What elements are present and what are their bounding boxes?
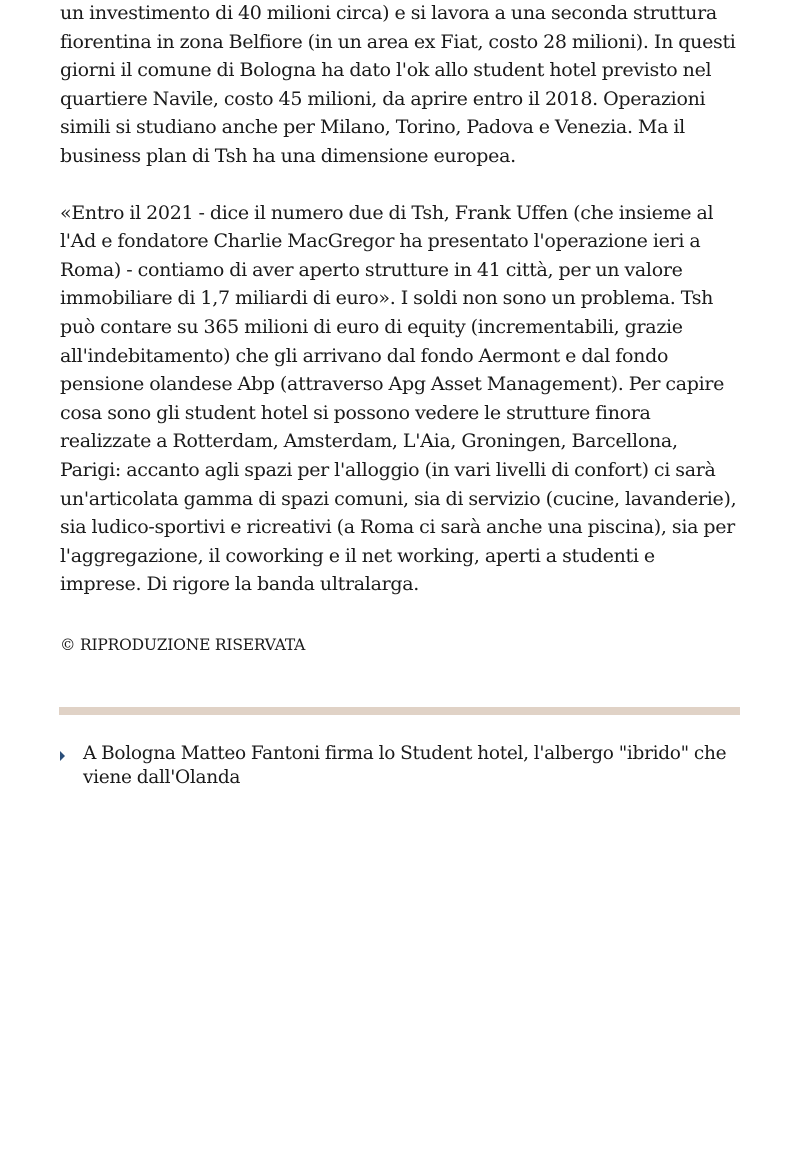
article-paragraph: «Entro il 2021 - dice il numero due di Tsh, Frank Uffen (che insieme al l'Ad e fondatore Charlie MacGregor ha presentato l'operazione ieri a Roma) - contiamo di aver aperto strutture in 41 città, per un valore immobiliare di 1,7 miliardi di euro». I soldi non sono un problema. Tsh può contare su 365 milioni di euro di equity (incrementabili, grazie all'indebitamento) che gli arrivano dal fondo Aermont e dal fondo pensione olandese Abp (attraverso Apg Asset Management). Per capire cosa sono gli student hotel si possono vedere le strutture finora realizzate a Rotterdam, Amsterdam, L'Aia, Groningen, Barcellona, Parigi: accanto agli spazi per l'alloggio (in vari livelli di confort) ci sarà un'articolata gamma di spazi comuni, sia di servizio (cucine, lavanderie), sia ludico-sportivi e ricreativi (a Roma ci sarà anche una piscina), sia per l'aggregazione, il coworking e il net working, aperti a studenti e imprese. Di rigore la banda ultralarga. <box>60 201 737 596</box>
related-article-item[interactable] <box>60 742 750 790</box>
caret-right-icon <box>60 751 65 761</box>
related-article-link[interactable]: A Bologna Matteo Fantoni firma lo Student hotel, l'albergo "ibrido" che viene dall'Olanda <box>83 743 727 788</box>
article-body <box>60 0 740 599</box>
article-paragraph: un investimento di 40 milioni circa) e si lavora a una seconda struttura fiorentina in zona Belfiore (in un area ex Fiat, costo 28 milioni). In questi giorni il comune di Bologna ha dato l'ok allo student hotel previsto nel quartiere Navile, costo 45 milioni, da aprire entro il 2018. Operazioni simili si studiano anche per Milano, Torino, Padova e Venezia. Ma il business plan di Tsh ha una dimensione europea. <box>60 2 736 167</box>
copyright-notice: © RIPRODUZIONE RISERVATA <box>60 636 306 654</box>
section-divider <box>59 707 740 715</box>
